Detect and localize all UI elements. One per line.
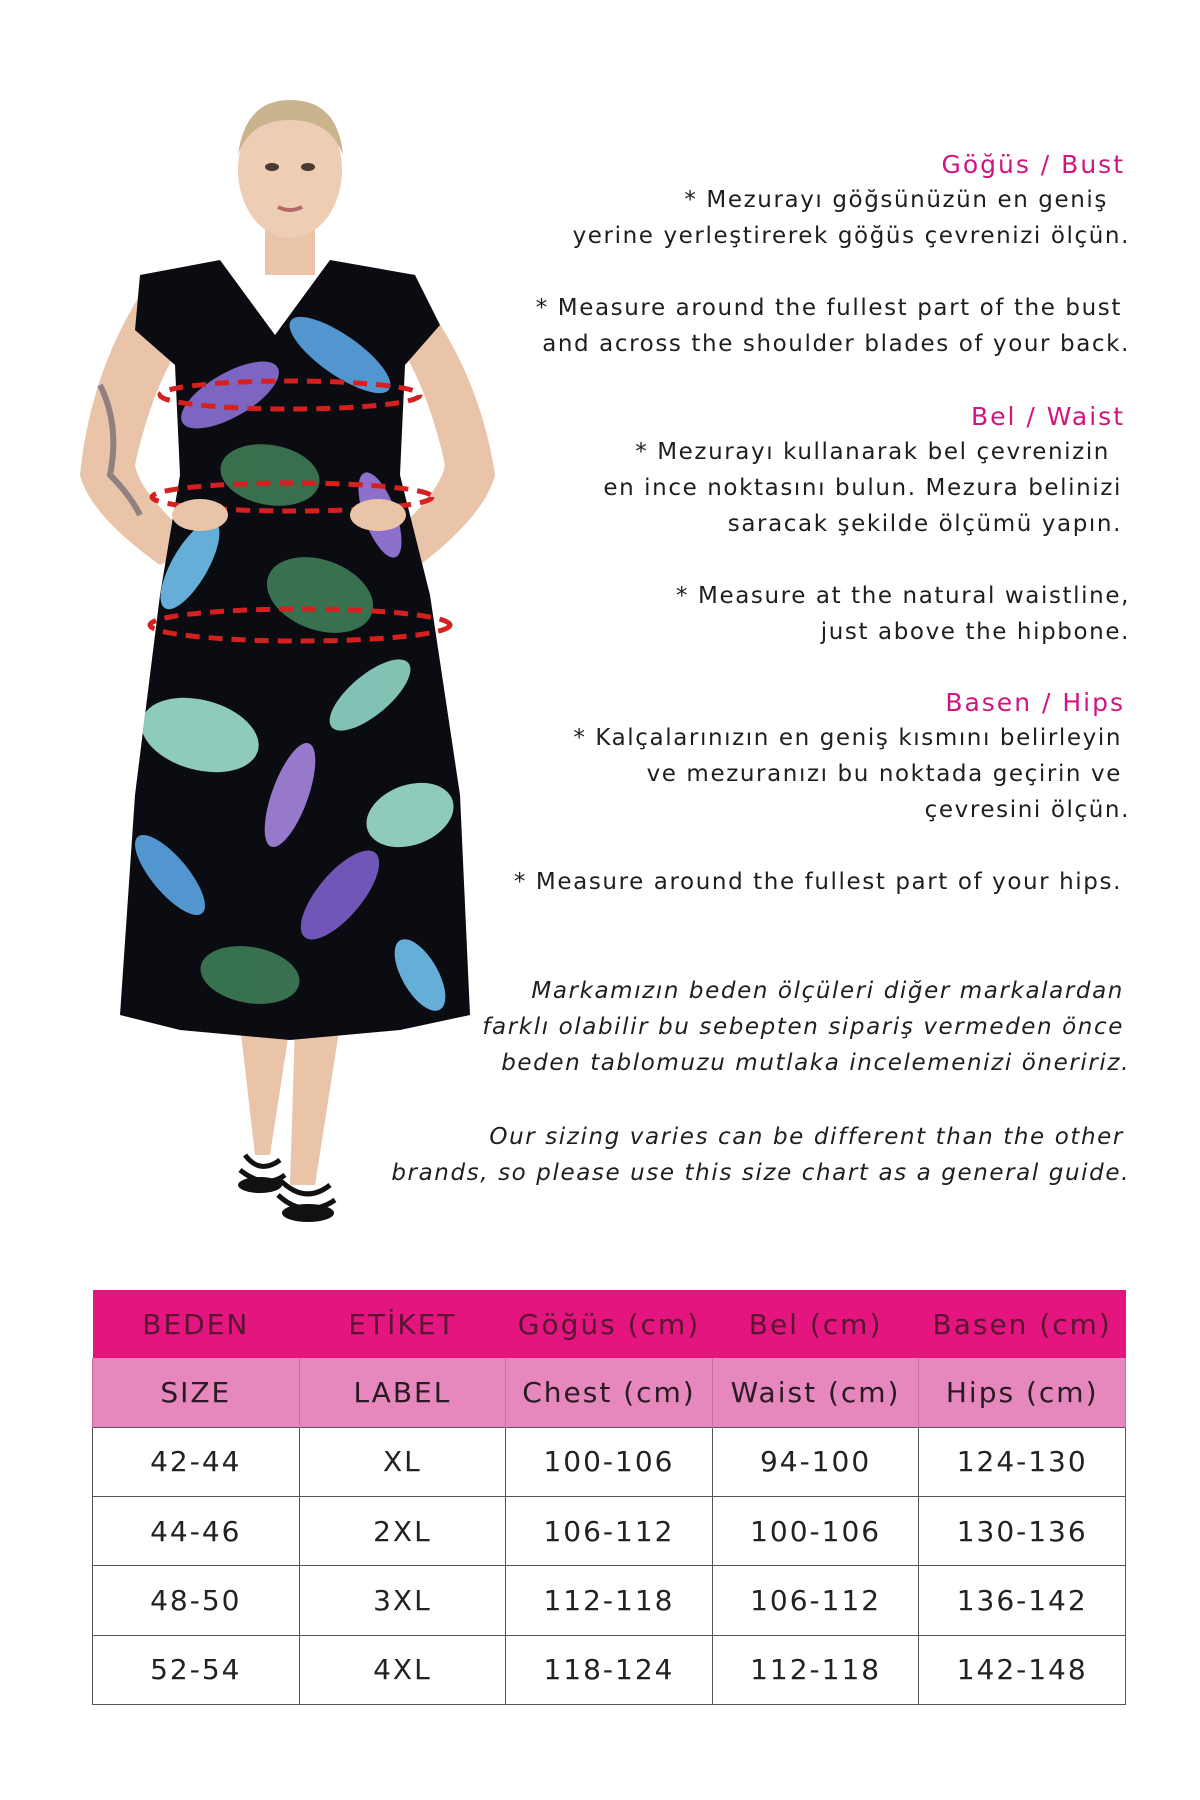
table-cell: XL xyxy=(299,1427,506,1496)
table-cell: 94-100 xyxy=(712,1427,919,1496)
notice-en-line-1: Our sizing varies can be different than the other xyxy=(489,1124,1124,1150)
table-row xyxy=(93,1566,1126,1635)
notice-tr-line-2: farklı olabilir bu sebepten sipariş vermeden önce xyxy=(482,1014,1124,1040)
table-cell: 3XL xyxy=(299,1566,506,1635)
waist-tr-line-2: en ince noktasını bulun. Mezura belinizi xyxy=(603,475,1122,501)
table-cell: 142-148 xyxy=(919,1635,1126,1704)
table-header-row-en xyxy=(93,1358,1126,1427)
header-cell-hips: Hips (cm) xyxy=(919,1358,1126,1427)
table-cell: 130-136 xyxy=(919,1496,1126,1565)
notice-en-line-2: brands, so please use this size chart as a general guide. xyxy=(391,1160,1130,1186)
table-cell: 4XL xyxy=(299,1635,506,1704)
table-cell: 100-106 xyxy=(712,1496,919,1565)
table-cell: 52-54 xyxy=(93,1635,300,1704)
table-cell: 136-142 xyxy=(919,1566,1126,1635)
table-cell: 2XL xyxy=(299,1496,506,1565)
waist-tr-line-3: saracak şekilde ölçümü yapın. xyxy=(727,511,1122,537)
header-cell-bel: Bel (cm) xyxy=(712,1290,919,1358)
bust-en-line-2: and across the shoulder blades of your back. xyxy=(542,331,1130,357)
header-cell-basen: Basen (cm) xyxy=(919,1290,1126,1358)
notice-tr-line-1: Markamızın beden ölçüleri diğer markalardan xyxy=(531,978,1124,1004)
table-cell: 112-118 xyxy=(506,1566,713,1635)
waist-en-line-2: just above the hipbone. xyxy=(820,619,1130,645)
hips-tr-line-1: * Kalçalarınızın en geniş kısmını belirleyin xyxy=(573,725,1122,751)
hips-tr-line-3: çevresini ölçün. xyxy=(924,797,1130,823)
header-cell-waist: Waist (cm) xyxy=(712,1358,919,1427)
bust-en-line-1: * Measure around the fullest part of the bust xyxy=(535,295,1122,321)
hips-heading: Basen / Hips xyxy=(945,688,1125,717)
table-cell: 124-130 xyxy=(919,1427,1126,1496)
header-cell-beden: BEDEN xyxy=(93,1290,300,1358)
table-cell: 48-50 xyxy=(93,1566,300,1635)
waist-heading: Bel / Waist xyxy=(970,402,1125,431)
header-cell-etiket: ETİKET xyxy=(299,1290,506,1358)
table-header-row-tr xyxy=(93,1290,1126,1358)
waist-en-line-1: * Measure at the natural waistline, xyxy=(676,583,1130,609)
header-cell-chest: Chest (cm) xyxy=(506,1358,713,1427)
table-cell: 112-118 xyxy=(712,1635,919,1704)
waist-tr-line-1: * Mezurayı kullanarak bel çevrenizin xyxy=(635,439,1110,465)
table-cell: 42-44 xyxy=(93,1427,300,1496)
table-row xyxy=(93,1427,1126,1496)
notice-tr-line-3: beden tablomuzu mutlaka incelemenizi öneririz. xyxy=(501,1050,1130,1076)
header-cell-gogus: Göğüs (cm) xyxy=(506,1290,713,1358)
table-cell: 100-106 xyxy=(506,1427,713,1496)
bust-tr-line-2: yerine yerleştirerek göğüs çevrenizi ölçün. xyxy=(572,223,1130,249)
header-cell-size: SIZE xyxy=(93,1358,300,1427)
table-row xyxy=(93,1496,1126,1565)
table-cell: 106-112 xyxy=(712,1566,919,1635)
bust-tr-line-1: * Mezurayı göğsünüzün en geniş xyxy=(684,187,1108,213)
bust-heading: Göğüs / Bust xyxy=(941,150,1125,179)
hips-tr-line-2: ve mezuranızı bu noktada geçirin ve xyxy=(646,761,1122,787)
model-photo xyxy=(40,95,540,1275)
size-chart-table xyxy=(92,1290,1126,1705)
hips-en-line-1: * Measure around the fullest part of your hips. xyxy=(513,869,1122,895)
table-cell: 44-46 xyxy=(93,1496,300,1565)
table-row xyxy=(93,1635,1126,1704)
header-cell-label: LABEL xyxy=(299,1358,506,1427)
table-cell: 106-112 xyxy=(506,1496,713,1565)
table-cell: 118-124 xyxy=(506,1635,713,1704)
